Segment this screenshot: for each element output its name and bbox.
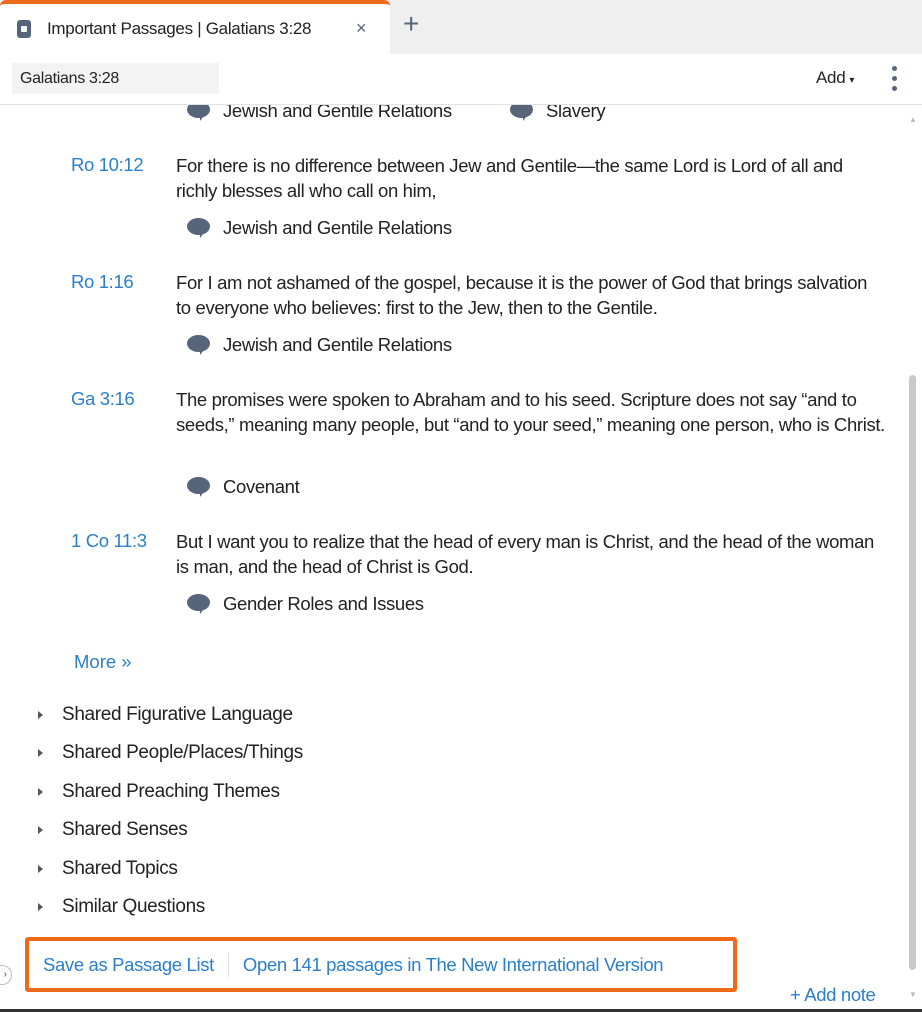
open-passages-link[interactable]: Open 141 passages in The New International Version [242,953,664,975]
topic-tag[interactable] [187,476,299,498]
topic-tag[interactable] [510,105,605,122]
speech-bubble-icon [510,105,533,121]
topic-tag[interactable] [187,593,424,615]
tab-important-passages[interactable] [0,0,390,54]
scroll-up-icon[interactable]: ▲ [909,115,917,124]
expand-triangle-icon [38,788,43,796]
close-icon[interactable]: × [356,18,367,38]
speech-bubble-icon [187,594,210,614]
passage-ref-link[interactable]: Ga 3:16 [71,388,135,409]
expand-triangle-icon [38,711,43,719]
tag-label: Jewish and Gentile Relations [223,105,452,121]
expand-triangle-icon [38,749,43,757]
section-shared-preaching-themes[interactable] [38,781,280,803]
more-link[interactable]: More » [74,651,132,672]
divider [228,953,229,977]
section-label: Shared Figurative Language [62,704,293,725]
expand-triangle-icon [38,826,43,834]
section-shared-people-places-things[interactable] [38,742,303,764]
passage-list [0,105,905,1012]
passage-ref-link[interactable]: Ro 10:12 [71,154,144,175]
scroll-down-icon[interactable]: ▼ [909,990,917,999]
add-menu-button[interactable] [816,68,854,88]
scrollbar-thumb[interactable] [909,375,916,970]
resource-icon [17,20,31,38]
passage-text: But I want you to realize that the head of every man is Christ, and the head of the woman is man, and the head of Christ is God. [176,531,874,577]
section-label: Shared Senses [62,819,188,840]
section-label: Shared Topics [62,858,178,879]
chevron-down-icon: ▾ [849,75,855,86]
passage-ref-link[interactable]: 1 Co 11:3 [71,530,147,551]
tag-label: Slavery [546,105,606,121]
tab-bar [0,0,922,54]
expand-triangle-icon [38,865,43,873]
tab-title: Important Passages | Galatians 3:28 [47,19,312,38]
more-options-icon[interactable] [892,66,898,96]
scrollbar[interactable] [905,105,922,1012]
speech-bubble-icon [187,218,210,238]
passage-actions-highlight [25,937,737,992]
topic-tag[interactable] [187,105,452,122]
passage-text: For there is no difference between Jew and Gentile—the same Lord is Lord of all and richly blesses all who call on him, [176,155,843,201]
section-shared-senses[interactable] [38,819,187,841]
speech-bubble-icon [187,335,210,355]
tag-label: Gender Roles and Issues [223,593,424,614]
topic-tag[interactable] [187,217,452,239]
expand-triangle-icon [38,903,43,911]
section-shared-figurative-language[interactable] [38,704,293,726]
add-note-link[interactable]: + Add note [790,984,876,1005]
tag-label: Jewish and Gentile Relations [223,334,452,355]
toolbar [0,54,922,105]
passage-ref-link[interactable]: Ro 1:16 [71,271,134,292]
tag-label: Covenant [223,476,300,497]
topic-tag[interactable] [187,334,452,356]
add-label: Add [816,68,846,87]
reference-input[interactable] [12,63,219,94]
save-as-passage-list-link[interactable]: Save as Passage List [43,953,214,975]
tag-label: Jewish and Gentile Relations [223,217,452,238]
passage-text: The promises were spoken to Abraham and to his seed. Scripture does not say “and to seeds,” meaning many people, but “and to your seed,” meaning one person, who is Christ. [176,389,885,435]
new-tab-button[interactable]: + [403,8,420,39]
speech-bubble-icon [187,477,210,497]
section-shared-topics[interactable] [38,858,178,880]
passage-text: For I am not ashamed of the gospel, because it is the power of God that brings salvation to everyone who believes: first to the Jew, then to the Gentile. [176,272,868,318]
section-label: Shared People/Places/Things [62,742,303,763]
section-similar-questions[interactable] [38,896,205,918]
section-label: Shared Preaching Themes [62,781,280,802]
panel-toggle-icon[interactable]: › [0,965,12,985]
section-label: Similar Questions [62,896,205,917]
speech-bubble-icon [187,105,210,121]
